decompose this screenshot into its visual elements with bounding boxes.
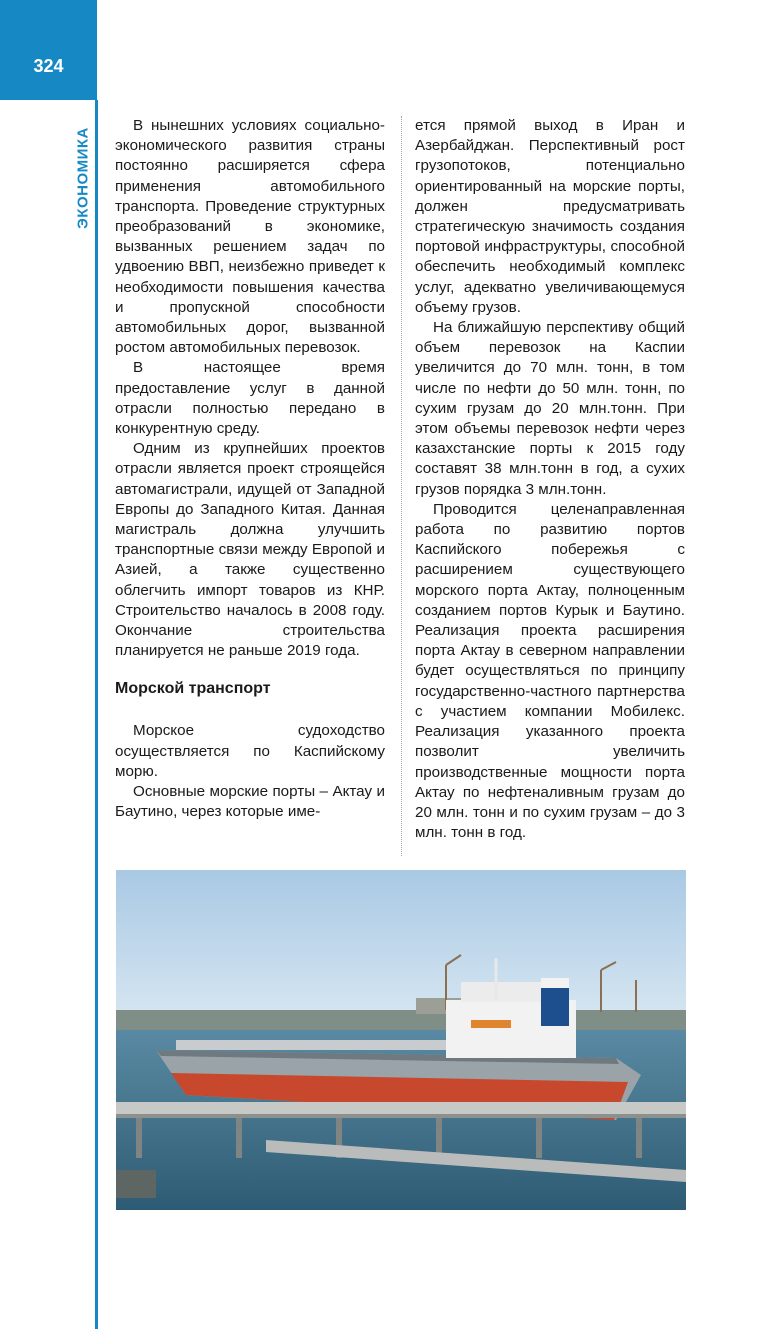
paragraph: Морское судоходство осуществляется по Каспийскому морю. xyxy=(115,722,385,780)
left-column xyxy=(115,116,385,823)
section-label: ЭКОНОМИКА xyxy=(74,127,92,229)
paragraph: ется прямой выход в Иран и Азербайджан. Перспективный рост грузопотоков, потенциально ориентированный на морские порты, должен предусматривать стратегическую значимость создания портовой инфраструктуры, способной обеспечить необходимый комплекс услуг, адекватно увеличивающемуся объему грузов. xyxy=(415,117,685,316)
paragraph: На ближайшую перспективу общий объем перевозок на Каспии увеличится до 70 млн. тонн, в том числе по нефти до 50 млн. тонн, по сухим грузам до 20 млн.тонн. При этом объемы перевозок нефти через казахстанские порты к 2015 году составят 38 млн.тонн в год, а сухих грузов порядка 3 млн.тонн. xyxy=(415,319,685,498)
section-heading: Морской транспорт xyxy=(115,680,271,698)
paragraph: Основные морские порты – Актау и Баутино, через которые име- xyxy=(115,783,385,821)
column-divider xyxy=(401,116,402,856)
right-column xyxy=(415,116,685,843)
page-number: 324 xyxy=(33,56,64,76)
side-rule xyxy=(95,100,98,1329)
paragraph: В нынешних условиях социально-экономического развития страны постоянно расширяется сфера применения автомобильного транспорта. Проведение структурных преобразований в экономике, вызванных решением задач по удвоению ВВП, неизбежно приведет к необходимости повышения качества и пропускной способности автомобильных дорог, вызванной ростом автомобильных перевозок. xyxy=(115,117,385,357)
tanker-ship-photo xyxy=(116,870,686,1210)
paragraph: В настоящее время предоставление услуг в данной отрасли полностью передано в конкурентную среду. xyxy=(115,359,385,438)
paragraph: Проводится целенаправленная работа по развитию портов Каспийского побережья с расширением существующего морского порта Актау, полноценным созданием портов Курык и Баутино. Реализация проекта расширения порта Актау в северном направлении будет осуществляться по принципу государственно-частного партнерства с участием компании Мобилекс. Реализация указанного проекта позволит увеличить производственные мощности порта Актау по нефтеналивным грузам до 20 млн. тонн и по сухим грузам – до 3 млн. тонн в год. xyxy=(415,500,685,842)
page-number-tab xyxy=(0,0,97,100)
paragraph: Одним из крупнейших проектов отрасли является проект строящейся автомагистрали, идущей от Западной Европы до Западного Китая. Данная магистраль должна улучшить транспортные связи между Европой и Азией, а также существенно облегчить импорт товаров из КНР. Строительство началось в 2008 году. Окончание строительства планируется не раньше 2019 года. xyxy=(115,440,385,660)
